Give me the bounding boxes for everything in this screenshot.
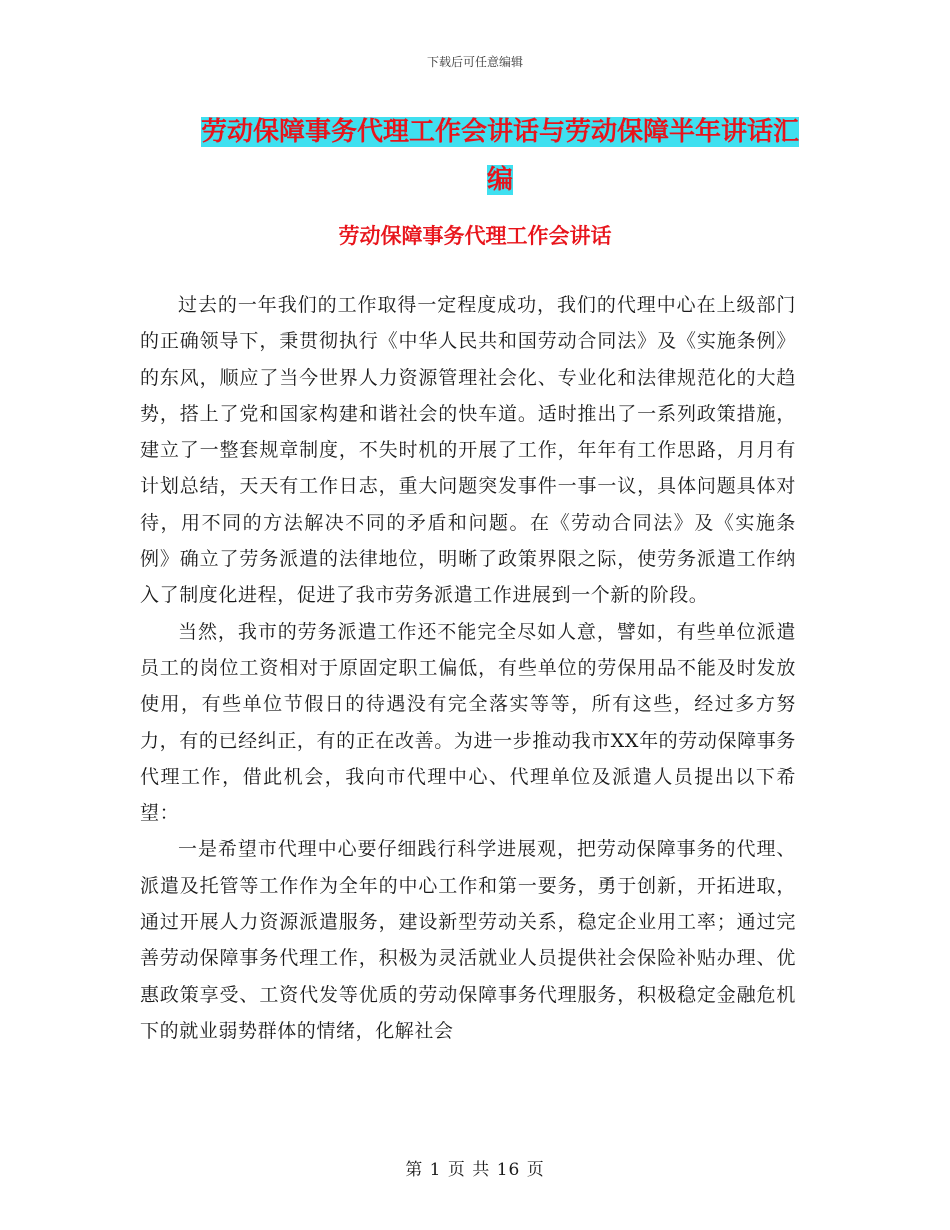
header-note: 下载后可任意编辑 [426,55,523,69]
document-title [190,108,810,204]
page-number: 第 1 页 共 16 页 [405,1160,545,1180]
document-body [140,287,796,1049]
document-title-text: 劳动保障事务代理工作会讲话与劳动保障半年讲话汇编 [200,117,799,195]
paragraph-3: 一是希望市代理中心要仔细践行科学进展观，把劳动保障事务的代理、派遣及托管等工作作为全年的中心工作和第一要务，勇于创新，开拓进取，通过开展人力资源派遣服务，建设新型劳动关系，稳定企业用工率；通过完善劳动保障事务代理工作，积极为灵活就业人员提供社会保险补贴办理、优惠政策享受、工资代发等优质的劳动保障事务代理服务，积极稳定金融危机下的就业弱势群体的情绪，化解社会 [140,838,796,1042]
section-title: 劳动保障事务代理工作会讲话 [338,223,612,248]
paragraph-2: 当然，我市的劳务派遣工作还不能完全尽如人意，譬如，有些单位派遣员工的岗位工资相对于原固定职工偏低，有些单位的劳保用品不能及时发放使用，有些单位节假日的待遇没有完全落实等等，所有这些，经过多方努力，有的已经纠正，有的正在改善。为进一步推动我市XX年的劳动保障事务代理工作，借此机会，我向市代理中心、代理单位及派遣人员提出以下希望： [140,620,796,825]
paragraph-1: 过去的一年我们的工作取得一定程度成功，我们的代理中心在上级部门的正确领导下，秉贯彻执行《中华人民共和国劳动合同法》及《实施条例》的东风，顺应了当今世界人力资源管理社会化、专业化和法律规范化的大趋势，搭上了党和国家构建和谐社会的快车道。适时推出了一系列政策措施，建立了一整套规章制度，不失时机的开展了工作，年年有工作思路，月月有计划总结，天天有工作日志，重大问题突发事件一事一议，具体问题具体对待，用不同的方法解决不同的矛盾和问题。在《劳动合同法》及《实施条例》确立了劳务派遣的法律地位，明晰了政策界限之际，使劳务派遣工作纳入了制度化进程，促进了我市劳务派遣工作进展到一个新的阶段。 [140,294,796,607]
